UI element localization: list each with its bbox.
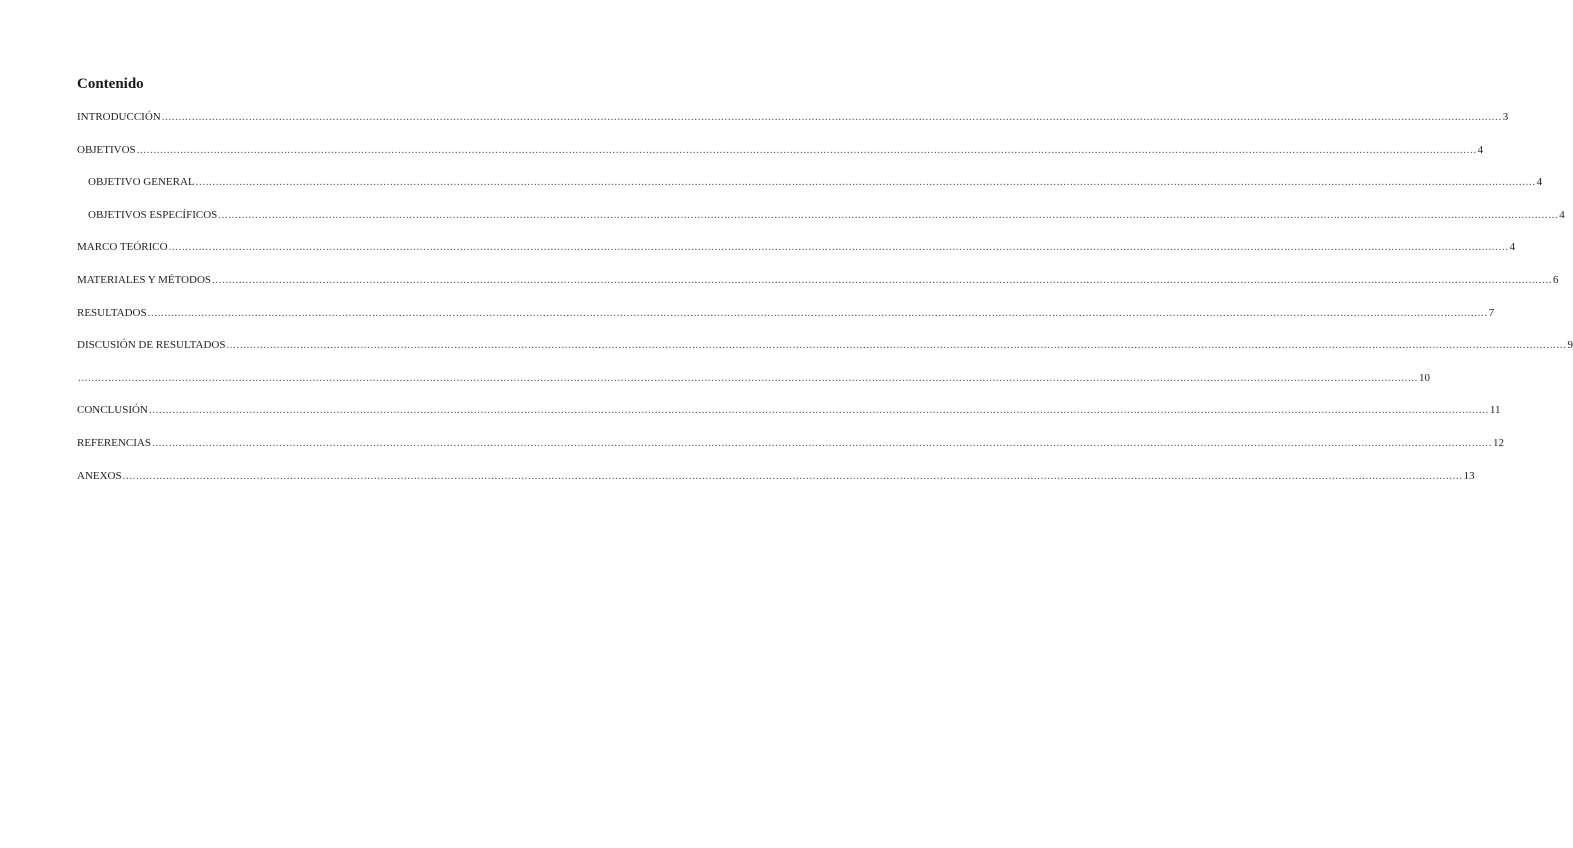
toc-entry[interactable] (77, 401, 1501, 434)
toc-entry[interactable] (77, 206, 1565, 239)
toc-entry-label[interactable]: MARCO TEÓRICO (77, 241, 168, 254)
toc-entry[interactable] (77, 467, 1475, 500)
toc-entry-page-number[interactable]: 3 (1502, 111, 1509, 123)
toc-entry[interactable] (77, 336, 1573, 369)
toc-entry-page-number[interactable]: 13 (1463, 469, 1475, 482)
toc-dot-leader: ................................................................................................................................................................................................................................................................................................................................................................................................................ (168, 241, 1509, 254)
toc-entry-page-number[interactable]: 11 (1489, 404, 1501, 417)
toc-entry-page-number[interactable]: 7 (1488, 306, 1495, 319)
toc-entry-label[interactable]: INTRODUCCIÓN (77, 111, 161, 123)
toc-entry-label[interactable]: OBJETIVOS (77, 143, 136, 156)
toc-title: Contenido (77, 76, 144, 92)
toc-entry-label[interactable]: DISCUSIÓN DE RESULTADOS (77, 339, 226, 352)
toc-entry-page-number[interactable]: 10 (1419, 371, 1430, 384)
toc-entry-label[interactable]: CONCLUSIÓN (77, 404, 148, 417)
toc-entry[interactable] (77, 173, 1543, 206)
toc-entry-page-number[interactable]: 4 (1559, 208, 1565, 221)
toc-entry-label[interactable]: ANEXOS (77, 469, 122, 482)
toc-dot-leader: ................................................................................................................................................................................................................................................................................................................................................................................................................ (218, 208, 1559, 221)
toc-entry-page-number[interactable]: 12 (1492, 436, 1504, 449)
toc-entry[interactable] (77, 108, 1509, 141)
toc-entry-page-number[interactable]: 9 (1567, 339, 1573, 352)
toc-entry-label[interactable]: OBJETIVO GENERAL (88, 176, 195, 189)
toc-dot-leader: ................................................................................................................................................................................................................................................................................................................................................................................................................ (226, 339, 1567, 352)
toc-entry[interactable] (77, 304, 1495, 337)
toc-dot-leader: ................................................................................................................................................................................................................................................................................................................................................................................................................ (195, 176, 1536, 189)
toc-dot-leader: ................................................................................................................................................................................................................................................................................................................................................................................................................ (148, 404, 1489, 417)
toc-dot-leader: ................................................................................................................................................................................................................................................................................................................................................................................................................ (147, 306, 1488, 319)
toc-entry[interactable] (77, 271, 1559, 304)
toc-entry-page-number[interactable]: 6 (1553, 273, 1559, 286)
toc-dot-leader: ................................................................................................................................................................................................................................................................................................................................................................................................................ (151, 436, 1492, 449)
toc-dot-leader: ................................................................................................................................................................................................................................................................................................................................................................................................................ (136, 143, 1477, 156)
toc-entry[interactable] (77, 141, 1484, 174)
table-of-contents (77, 108, 1573, 499)
toc-entry-page-number[interactable]: 4 (1477, 143, 1484, 156)
toc-entry[interactable] (77, 238, 1516, 271)
toc-entry-label[interactable]: RESULTADOS (77, 306, 147, 319)
toc-entry-page-number[interactable]: 4 (1536, 176, 1543, 189)
toc-entry-page-number[interactable]: 4 (1509, 241, 1516, 254)
toc-entry-label[interactable]: REFERENCIAS (77, 436, 151, 449)
toc-entry-label[interactable]: OBJETIVOS ESPECÍFICOS (88, 208, 218, 221)
toc-dot-leader: ................................................................................................................................................................................................................................................................................................................................................................................................................ (122, 469, 1463, 482)
toc-entry[interactable] (77, 369, 1430, 402)
toc-dot-leader: ................................................................................................................................................................................................................................................................................................................................................................................................................ (161, 111, 1502, 123)
toc-entry[interactable] (77, 434, 1504, 467)
toc-entry-label[interactable]: MATERIALES Y MÉTODOS (77, 273, 212, 286)
toc-dot-leader: ................................................................................................................................................................................................................................................................................................................................................................................................................ (78, 371, 1418, 384)
toc-dot-leader: ................................................................................................................................................................................................................................................................................................................................................................................................................ (212, 273, 1553, 286)
